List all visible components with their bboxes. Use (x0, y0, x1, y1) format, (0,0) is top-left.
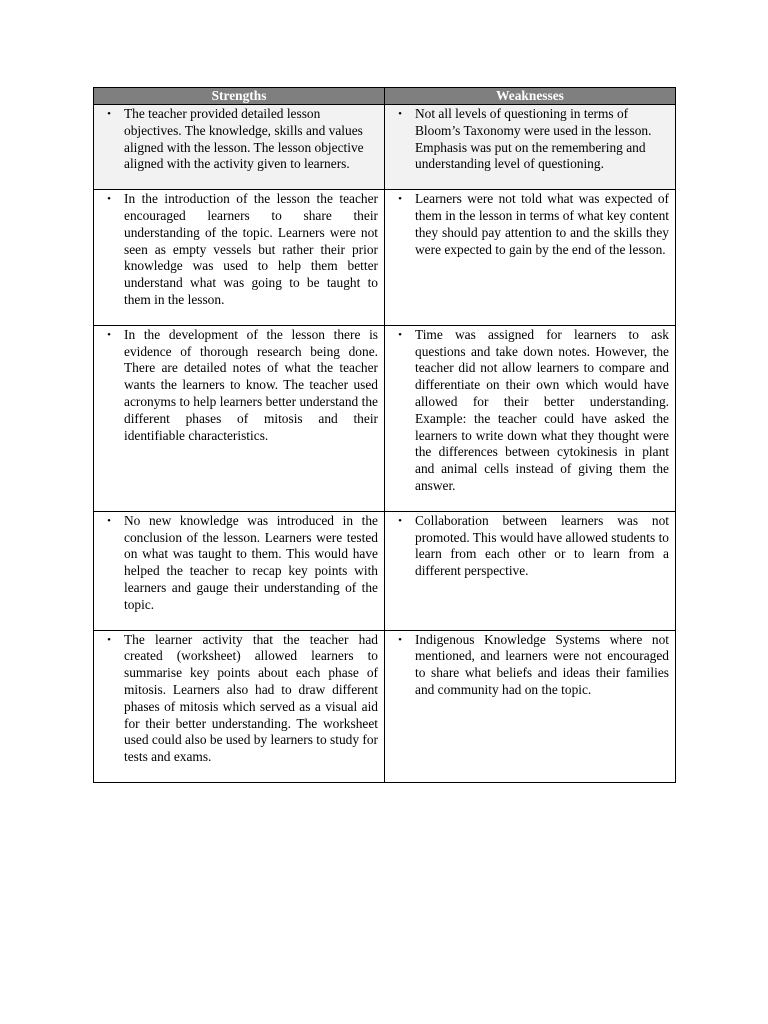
bullet-icon: • (107, 514, 111, 527)
weakness-cell (385, 511, 676, 630)
bullet-icon: • (398, 328, 402, 341)
weakness-text: Time was assigned for learners to ask questions and take down notes. However, the teacher did not allow learners to compare and differentiate on their own which would have allowed for their better understanding. Example: the teacher could have asked the learners to write down what they thought were the differences between cytokinesis in plant and animal cells instead of giving them the answer. (415, 326, 669, 493)
weakness-text: Collaboration between learners was not promoted. This would have allowed students to learn from each other or to learn from a different perspective. (415, 512, 669, 579)
bullet-icon: • (107, 328, 111, 341)
weaknesses-header: Weaknesses (385, 88, 676, 105)
strength-text: In the development of the lesson there is evidence of thorough research being done. There are detailed notes of what the teacher wants the learners to know. The teacher used acronyms to help learners better understand the different phases of mitosis and their identifiable characteristics. (124, 326, 378, 443)
weakness-cell (385, 105, 676, 190)
bullet-icon: • (398, 108, 402, 120)
weakness-cell (385, 630, 676, 782)
table-row (94, 511, 676, 630)
strength-text: In the introduction of the lesson the teacher encouraged learners to share their understanding of the topic. Learners were not seen as empty vessels but rather their prior knowledge was used to help them better understand what was going to be taught to them in the lesson. (124, 191, 378, 307)
strength-text: The learner activity that the teacher had created (worksheet) allowed learners to summarise key points about each phase of mitosis. Learners also had to draw different phases of mitosis which served as a visual aid for their better understanding. The worksheet used could also be used by learners to study for tests and exams. (124, 631, 378, 765)
strength-cell (94, 511, 385, 630)
strength-text: The teacher provided detailed lesson objectives. The knowledge, skills and values aligned with the lesson. The lesson objective aligned with the activity given to learners. (124, 106, 364, 172)
weakness-cell (385, 190, 676, 326)
bullet-icon: • (398, 514, 402, 527)
strength-cell (94, 630, 385, 782)
bullet-icon: • (107, 193, 111, 206)
table-row (94, 105, 676, 190)
strength-cell (94, 190, 385, 326)
bullet-icon: • (398, 193, 402, 206)
table-row (94, 190, 676, 326)
bullet-icon: • (107, 633, 111, 646)
table-row (94, 325, 676, 511)
bullet-icon: • (398, 633, 402, 646)
weakness-text: Not all levels of questioning in terms of Bloom’s Taxonomy were used in the lesson. Emphasis was put on the remembering and understanding level of questioning. (415, 106, 652, 172)
strength-text: No new knowledge was introduced in the conclusion of the lesson. Learners were tested on what was taught to them. This would have helped the teacher to recap key points with learners and gauge their understanding of the topic. (124, 512, 378, 612)
weakness-text: Learners were not told what was expected of them in the lesson in terms of what key content they should pay attention to and the skills they were expected to gain by the end of the lesson. (415, 191, 669, 257)
table-header-row (94, 88, 676, 105)
strengths-weaknesses-table (93, 87, 676, 783)
bullet-icon: • (107, 108, 111, 120)
strengths-header: Strengths (94, 88, 385, 105)
weakness-text: Indigenous Knowledge Systems where not mentioned, and learners were not encouraged to share what beliefs and ideas their families and community had on the topic. (415, 631, 669, 697)
table-row (94, 630, 676, 782)
weakness-cell (385, 325, 676, 511)
strength-cell (94, 105, 385, 190)
strength-cell (94, 325, 385, 511)
